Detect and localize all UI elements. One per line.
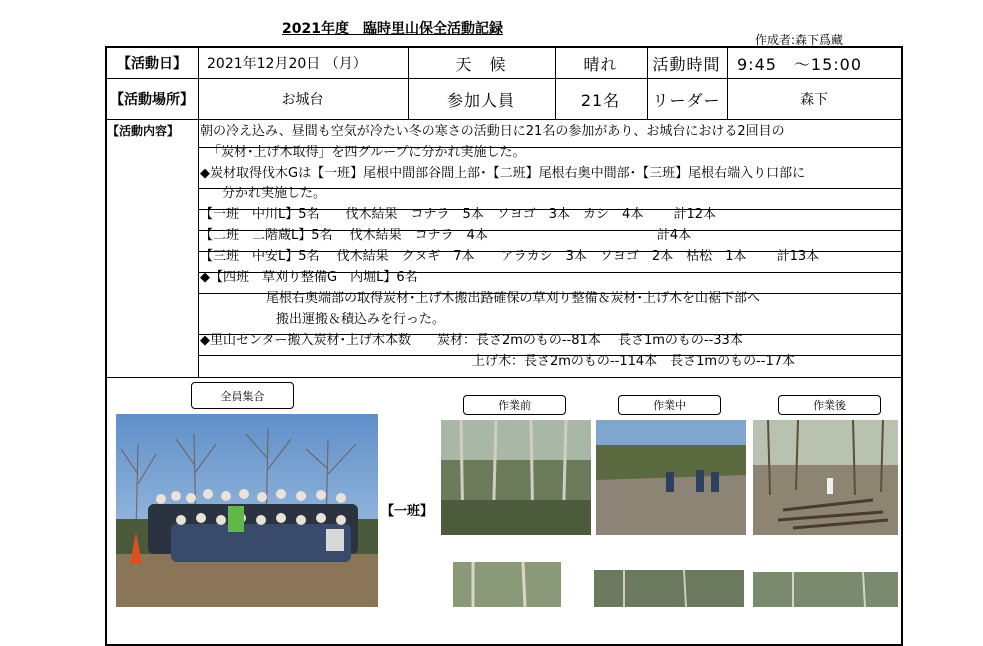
- participants-value: 21名: [580, 90, 621, 110]
- content-line-8: ◆【四班 草刈り整備G 内堀L】6名: [200, 270, 418, 285]
- before-photo-label: 作業前: [463, 395, 566, 415]
- team-1-label: 【一班】: [381, 504, 434, 519]
- content-line-5: 【一班 中川L】5名 伐木結果 コナラ 5本 ソヨゴ 3本 カシ 4本 計12本: [200, 207, 717, 222]
- content-line-6: 【二班 二階蔵L】5名 伐木結果 コナラ 4本 計4本: [200, 228, 692, 243]
- during-photo-label: 作業中: [618, 395, 721, 415]
- time-label: 活動時間: [652, 54, 721, 74]
- before-photo-2: [453, 562, 561, 607]
- content-body: [198, 120, 903, 377]
- author-credit: 作成者:森下爲藏: [755, 33, 844, 47]
- content-line-4: 分かれ実施した。: [222, 186, 327, 201]
- during-photo-2: [594, 570, 744, 607]
- document-title: 2021年度 臨時里山保全活動記録: [282, 21, 503, 37]
- content-line-3: ◆炭材取得伐木Gは【一班】尾根中間部谷間上部･【二班】尾根右奥中間部･【三班】尾根右端入り口部に: [200, 166, 806, 181]
- leader-value: 森下: [800, 92, 828, 108]
- content-line-12: 上げ木：長さ2mのもの--114本 長さ1mのもの--17本: [472, 354, 795, 369]
- weather-value: 晴れ: [583, 54, 618, 74]
- participants-label: 参加人員: [446, 90, 515, 110]
- before-photo: [441, 420, 591, 535]
- date-label: 【活動日】: [117, 56, 187, 72]
- leader-label: リーダー: [652, 90, 721, 110]
- content-line-11: ◆里山センター搬入炭材･上げ木本数 炭材：長さ2mのもの--81本 長さ1mのもの--33本: [200, 333, 743, 348]
- content-line-1: 朝の冷え込み、昼間も空気が冷たい冬の寒さの活動日に21名の参加があり、お城台における2回目の: [200, 124, 785, 139]
- after-photo-2: [753, 572, 898, 607]
- weather-label: 天 候: [455, 54, 507, 74]
- after-photo: [753, 420, 898, 535]
- content-line-2: 「炭材･上げ木取得」を四グループに分かれ実施した。: [208, 145, 526, 160]
- group-photo-label: 全員集合: [191, 382, 294, 409]
- time-value: 9:45 ～15:00: [737, 54, 863, 74]
- group-photo: [116, 414, 378, 607]
- content-line-7: 【三班 中安L】5名 伐木結果 クヌギ 7本 アラカシ 3本 ソヨゴ 2本 枯松 1本 計13本: [200, 249, 820, 264]
- during-photo: [596, 420, 746, 535]
- place-label: 【活動場所】: [110, 92, 194, 108]
- content-line-10: 搬出運搬＆積込みを行った。: [276, 312, 446, 327]
- date-value: 2021年12月20日 （月）: [207, 56, 367, 72]
- content-label: 【活動内容】: [107, 124, 180, 138]
- place-value: お城台: [281, 92, 324, 108]
- content-line-9: 尾根右奥端部の取得炭材･上げ木搬出路確保の草刈り整備＆炭材･上げ木を山裾下部へ: [266, 291, 761, 306]
- after-photo-label: 作業後: [778, 395, 881, 415]
